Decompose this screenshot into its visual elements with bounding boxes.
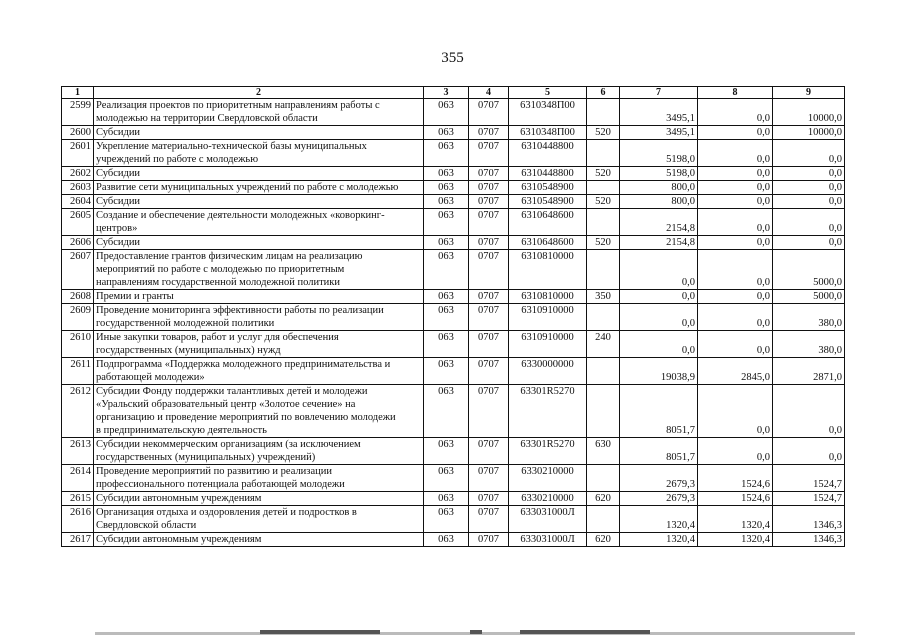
- row-number: 2612: [62, 385, 94, 438]
- row-name-line: Субсидии Фонду поддержки талантливых детей и молодежи: [96, 386, 368, 397]
- row-name: [94, 492, 424, 506]
- ministry-code: 063: [424, 140, 469, 167]
- amount-year-1: 8051,7: [620, 438, 698, 465]
- amount-year-2: 0,0: [698, 290, 773, 304]
- row-name-line: Субсидии: [96, 127, 141, 138]
- target-article-code: 63301R5270: [509, 385, 587, 438]
- row-number: 2599: [62, 99, 94, 126]
- table-row: [62, 533, 845, 547]
- amount-year-1: 3495,1: [620, 126, 698, 140]
- table-header-row: [62, 87, 845, 99]
- target-article-code: 6330210000: [509, 492, 587, 506]
- row-number: 2600: [62, 126, 94, 140]
- ministry-code: 063: [424, 331, 469, 358]
- amount-year-2: 0,0: [698, 304, 773, 331]
- amount-year-3: 2871,0: [773, 358, 845, 385]
- scan-edge-mark: [260, 630, 380, 634]
- amount-year-1: 3495,1: [620, 99, 698, 126]
- row-name-line: «Уральский образовательный центр «Золотое сечение» на: [96, 399, 356, 410]
- expense-type-code: [587, 385, 620, 438]
- row-name: [94, 195, 424, 209]
- budget-table: [61, 86, 845, 547]
- target-article-code: 6310348П00: [509, 99, 587, 126]
- row-name-line: Проведение мероприятий по развитию и реализации: [96, 466, 332, 477]
- expense-type-code: [587, 209, 620, 236]
- section-code: 0707: [469, 181, 509, 195]
- row-name-line: Предоставление грантов физическим лицам на реализацию: [96, 251, 363, 262]
- column-header: 6: [587, 87, 620, 99]
- row-name: [94, 506, 424, 533]
- amount-year-1: 5198,0: [620, 167, 698, 181]
- table-row: [62, 290, 845, 304]
- target-article-code: 6310548900: [509, 195, 587, 209]
- ministry-code: 063: [424, 181, 469, 195]
- row-name-line: Субсидии автономным учреждениям: [96, 534, 262, 545]
- row-name-line: Субсидии: [96, 196, 141, 207]
- table-row: [62, 465, 845, 492]
- column-header: 7: [620, 87, 698, 99]
- row-number: 2602: [62, 167, 94, 181]
- amount-year-3: 0,0: [773, 438, 845, 465]
- row-name-line: Субсидии некоммерческим организациям (за исключением: [96, 439, 361, 450]
- section-code: 0707: [469, 209, 509, 236]
- section-code: 0707: [469, 492, 509, 506]
- row-name-line: Субсидии: [96, 168, 141, 179]
- expense-type-code: [587, 506, 620, 533]
- amount-year-1: 800,0: [620, 181, 698, 195]
- row-name-line: молодежью на территории Свердловской области: [96, 113, 318, 124]
- section-code: 0707: [469, 358, 509, 385]
- expense-type-code: 620: [587, 492, 620, 506]
- section-code: 0707: [469, 126, 509, 140]
- amount-year-1: 2679,3: [620, 465, 698, 492]
- table-row: [62, 126, 845, 140]
- row-name: [94, 304, 424, 331]
- row-name: [94, 209, 424, 236]
- target-article-code: 6310648600: [509, 236, 587, 250]
- row-name: [94, 331, 424, 358]
- ministry-code: 063: [424, 290, 469, 304]
- row-name: [94, 250, 424, 290]
- ministry-code: 063: [424, 209, 469, 236]
- row-name-line: Создание и обеспечение деятельности молодежных «коворкинг-: [96, 210, 385, 221]
- row-name: [94, 140, 424, 167]
- table-row: [62, 250, 845, 290]
- amount-year-2: 0,0: [698, 181, 773, 195]
- column-header: 1: [62, 87, 94, 99]
- row-name-line: Реализация проектов по приоритетным направлениям работы с: [96, 100, 380, 111]
- amount-year-2: 0,0: [698, 167, 773, 181]
- target-article-code: 63301R5270: [509, 438, 587, 465]
- table-row: [62, 385, 845, 438]
- amount-year-1: 2154,8: [620, 209, 698, 236]
- row-name-line: государственной молодежной политики: [96, 318, 275, 329]
- table-row: [62, 181, 845, 195]
- amount-year-2: 1524,6: [698, 465, 773, 492]
- ministry-code: 063: [424, 167, 469, 181]
- row-number: 2608: [62, 290, 94, 304]
- row-name: [94, 126, 424, 140]
- amount-year-3: 0,0: [773, 385, 845, 438]
- amount-year-1: 0,0: [620, 250, 698, 290]
- page-number: 355: [441, 50, 464, 66]
- expense-type-code: 350: [587, 290, 620, 304]
- ministry-code: 063: [424, 99, 469, 126]
- row-name-line: государственных (муниципальных) учреждений): [96, 452, 316, 463]
- row-number: 2605: [62, 209, 94, 236]
- row-name: [94, 438, 424, 465]
- amount-year-2: 0,0: [698, 331, 773, 358]
- target-article-code: 6310448800: [509, 140, 587, 167]
- amount-year-3: 0,0: [773, 195, 845, 209]
- amount-year-2: 1320,4: [698, 506, 773, 533]
- amount-year-3: 1346,3: [773, 506, 845, 533]
- row-name: [94, 385, 424, 438]
- target-article-code: 633031000Л: [509, 506, 587, 533]
- amount-year-3: 10000,0: [773, 126, 845, 140]
- expense-type-code: 520: [587, 126, 620, 140]
- target-article-code: 6330000000: [509, 358, 587, 385]
- column-header: 5: [509, 87, 587, 99]
- section-code: 0707: [469, 250, 509, 290]
- amount-year-2: 1320,4: [698, 533, 773, 547]
- row-name: [94, 181, 424, 195]
- row-name-line: Иные закупки товаров, работ и услуг для обеспечения: [96, 332, 339, 343]
- amount-year-1: 800,0: [620, 195, 698, 209]
- amount-year-2: 0,0: [698, 250, 773, 290]
- amount-year-3: 1524,7: [773, 492, 845, 506]
- table-row: [62, 140, 845, 167]
- expense-type-code: 620: [587, 533, 620, 547]
- table-row: [62, 195, 845, 209]
- target-article-code: 6310548900: [509, 181, 587, 195]
- row-number: 2609: [62, 304, 94, 331]
- column-header: 8: [698, 87, 773, 99]
- amount-year-3: 0,0: [773, 236, 845, 250]
- amount-year-3: 1346,3: [773, 533, 845, 547]
- expense-type-code: [587, 140, 620, 167]
- row-number: 2601: [62, 140, 94, 167]
- row-name: [94, 290, 424, 304]
- row-name-line: Организация отдыха и оздоровления детей и подростков в: [96, 507, 357, 518]
- expense-type-code: [587, 304, 620, 331]
- row-number: 2615: [62, 492, 94, 506]
- amount-year-3: 10000,0: [773, 99, 845, 126]
- amount-year-3: 1524,7: [773, 465, 845, 492]
- ministry-code: 063: [424, 304, 469, 331]
- target-article-code: 6310810000: [509, 290, 587, 304]
- row-number: 2604: [62, 195, 94, 209]
- amount-year-3: 0,0: [773, 209, 845, 236]
- ministry-code: 063: [424, 465, 469, 492]
- row-number: 2613: [62, 438, 94, 465]
- row-name-line: в предпринимательскую деятельность: [96, 425, 267, 436]
- expense-type-code: 520: [587, 195, 620, 209]
- table-row: [62, 304, 845, 331]
- amount-year-2: 0,0: [698, 126, 773, 140]
- section-code: 0707: [469, 533, 509, 547]
- row-number: 2606: [62, 236, 94, 250]
- row-name-line: Свердловской области: [96, 520, 197, 531]
- expense-type-code: 520: [587, 167, 620, 181]
- table-row: [62, 209, 845, 236]
- target-article-code: 6310810000: [509, 250, 587, 290]
- amount-year-1: 0,0: [620, 290, 698, 304]
- row-number: 2616: [62, 506, 94, 533]
- row-name-line: Субсидии: [96, 237, 141, 248]
- amount-year-1: 19038,9: [620, 358, 698, 385]
- target-article-code: 6330210000: [509, 465, 587, 492]
- row-name: [94, 358, 424, 385]
- row-name-line: государственных (муниципальных) нужд: [96, 345, 281, 356]
- amount-year-2: 0,0: [698, 99, 773, 126]
- target-article-code: 6310910000: [509, 304, 587, 331]
- section-code: 0707: [469, 438, 509, 465]
- row-name-line: профессионального потенциала работающей молодежи: [96, 479, 345, 490]
- amount-year-3: 5000,0: [773, 250, 845, 290]
- ministry-code: 063: [424, 438, 469, 465]
- expense-type-code: 630: [587, 438, 620, 465]
- section-code: 0707: [469, 99, 509, 126]
- row-name-line: организацию и проведение мероприятий по вовлечению молодежи: [96, 412, 396, 423]
- ministry-code: 063: [424, 236, 469, 250]
- amount-year-3: 0,0: [773, 167, 845, 181]
- ministry-code: 063: [424, 533, 469, 547]
- amount-year-3: 0,0: [773, 181, 845, 195]
- row-name-line: Субсидии автономным учреждениям: [96, 493, 262, 504]
- amount-year-1: 0,0: [620, 304, 698, 331]
- amount-year-1: 1320,4: [620, 506, 698, 533]
- row-name-line: учреждений по работе с молодежью: [96, 154, 259, 165]
- table-body: [62, 99, 845, 547]
- table-row: [62, 331, 845, 358]
- section-code: 0707: [469, 465, 509, 492]
- amount-year-1: 5198,0: [620, 140, 698, 167]
- row-name: [94, 465, 424, 492]
- amount-year-3: 5000,0: [773, 290, 845, 304]
- row-number: 2614: [62, 465, 94, 492]
- row-name-line: Подпрограмма «Поддержка молодежного предпринимательства и: [96, 359, 391, 370]
- amount-year-2: 1524,6: [698, 492, 773, 506]
- expense-type-code: [587, 358, 620, 385]
- target-article-code: 6310348П00: [509, 126, 587, 140]
- ministry-code: 063: [424, 358, 469, 385]
- row-name-line: Развитие сети муниципальных учреждений по работе с молодежью: [96, 182, 399, 193]
- section-code: 0707: [469, 236, 509, 250]
- table-row: [62, 506, 845, 533]
- ministry-code: 063: [424, 250, 469, 290]
- section-code: 0707: [469, 506, 509, 533]
- amount-year-3: 380,0: [773, 331, 845, 358]
- section-code: 0707: [469, 195, 509, 209]
- row-name-line: мероприятий по работе с молодежью по приоритетным: [96, 264, 345, 275]
- amount-year-1: 2154,8: [620, 236, 698, 250]
- column-header: 2: [94, 87, 424, 99]
- ministry-code: 063: [424, 492, 469, 506]
- amount-year-2: 0,0: [698, 438, 773, 465]
- row-number: 2610: [62, 331, 94, 358]
- section-code: 0707: [469, 290, 509, 304]
- section-code: 0707: [469, 331, 509, 358]
- row-name: [94, 167, 424, 181]
- scan-edge-mark: [520, 630, 650, 634]
- row-name-line: центров»: [96, 223, 138, 234]
- ministry-code: 063: [424, 385, 469, 438]
- section-code: 0707: [469, 304, 509, 331]
- ministry-code: 063: [424, 195, 469, 209]
- expense-type-code: [587, 181, 620, 195]
- ministry-code: 063: [424, 506, 469, 533]
- row-name: [94, 533, 424, 547]
- column-header: 9: [773, 87, 845, 99]
- expense-type-code: [587, 465, 620, 492]
- row-number: 2611: [62, 358, 94, 385]
- amount-year-3: 380,0: [773, 304, 845, 331]
- amount-year-2: 2845,0: [698, 358, 773, 385]
- target-article-code: 6310910000: [509, 331, 587, 358]
- target-article-code: 633031000Л: [509, 533, 587, 547]
- row-name: [94, 236, 424, 250]
- table-row: [62, 167, 845, 181]
- amount-year-1: 8051,7: [620, 385, 698, 438]
- expense-type-code: [587, 99, 620, 126]
- section-code: 0707: [469, 385, 509, 438]
- column-header: 3: [424, 87, 469, 99]
- row-number: 2603: [62, 181, 94, 195]
- row-name-line: Проведение мониторинга эффективности работы по реализации: [96, 305, 384, 316]
- target-article-code: 6310648600: [509, 209, 587, 236]
- expense-type-code: [587, 250, 620, 290]
- row-name-line: направлениям государственной молодежной политики: [96, 277, 341, 288]
- column-header: 4: [469, 87, 509, 99]
- amount-year-2: 0,0: [698, 385, 773, 438]
- row-name-line: Премии и гранты: [96, 291, 174, 302]
- table-row: [62, 492, 845, 506]
- table-row: [62, 236, 845, 250]
- section-code: 0707: [469, 167, 509, 181]
- amount-year-3: 0,0: [773, 140, 845, 167]
- row-name-line: работающей молодежи»: [96, 372, 205, 383]
- scan-edge-mark: [470, 630, 482, 634]
- amount-year-1: 1320,4: [620, 533, 698, 547]
- amount-year-2: 0,0: [698, 236, 773, 250]
- row-number: 2617: [62, 533, 94, 547]
- target-article-code: 6310448800: [509, 167, 587, 181]
- table-row: [62, 438, 845, 465]
- table-row: [62, 99, 845, 126]
- amount-year-1: 2679,3: [620, 492, 698, 506]
- ministry-code: 063: [424, 126, 469, 140]
- row-number: 2607: [62, 250, 94, 290]
- amount-year-2: 0,0: [698, 195, 773, 209]
- amount-year-2: 0,0: [698, 209, 773, 236]
- table-row: [62, 358, 845, 385]
- row-name-line: Укрепление материально-технической базы муниципальных: [96, 141, 367, 152]
- section-code: 0707: [469, 140, 509, 167]
- amount-year-2: 0,0: [698, 140, 773, 167]
- amount-year-1: 0,0: [620, 331, 698, 358]
- expense-type-code: 240: [587, 331, 620, 358]
- row-name: [94, 99, 424, 126]
- expense-type-code: 520: [587, 236, 620, 250]
